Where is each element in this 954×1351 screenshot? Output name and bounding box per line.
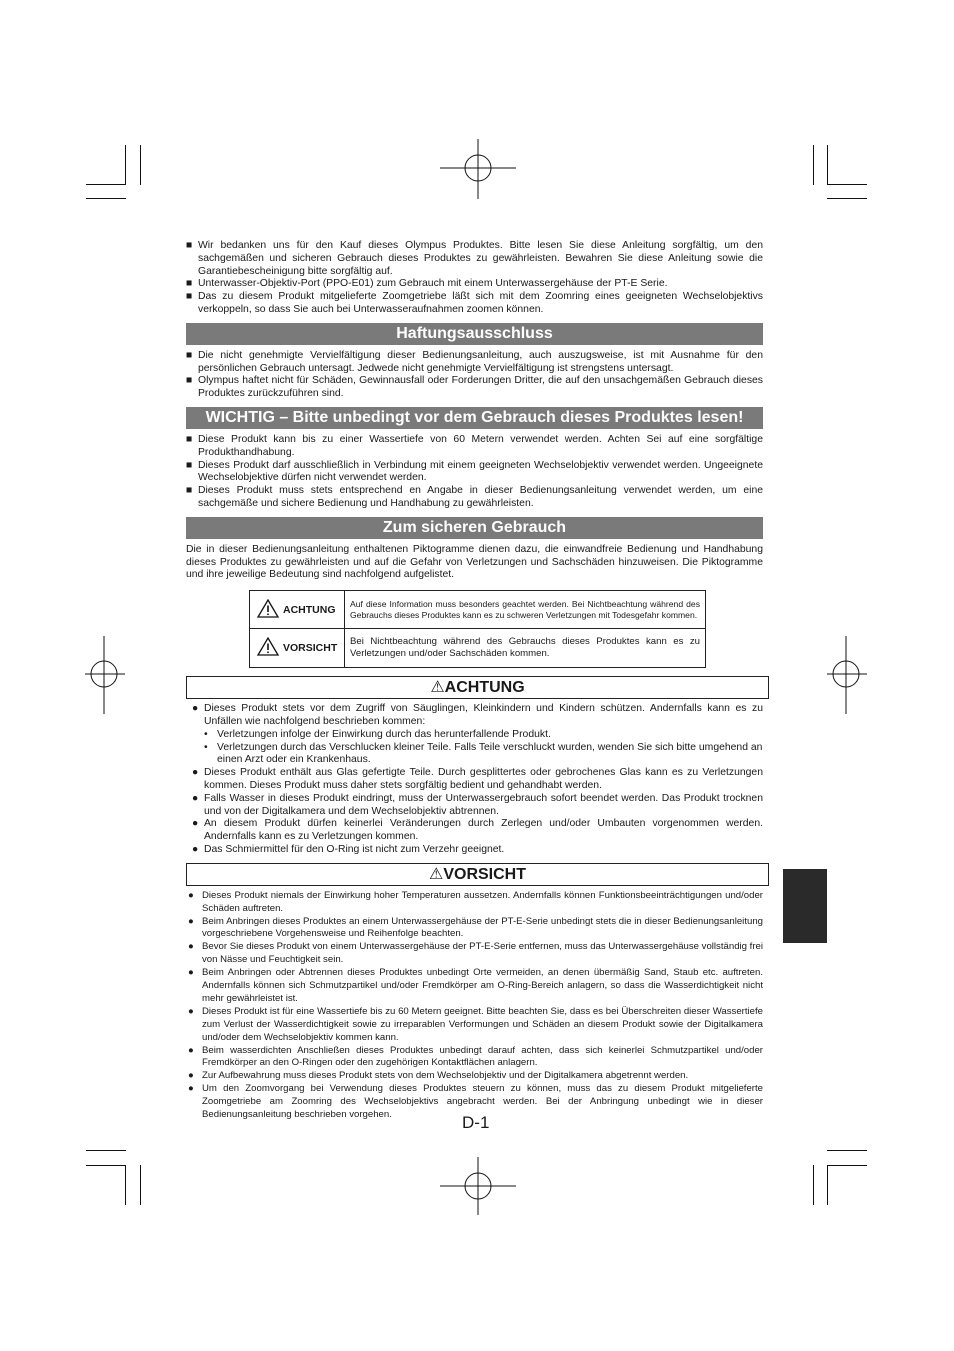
list-item-text: Wir bedanken uns für den Kauf dieses Olympus Produktes. Bitte lesen Sie diese Anleitung sorgfältig, um den sachgemäßen und sicheren Gebrauch dieses Produktes zu gewährleisten. Bewahren Sie diese Anleitung sowie die Garantiebescheinigung bitte sorgfältig auf. [198,240,763,277]
sub-list-item [186,742,763,768]
list-item [186,485,763,511]
pictogram-table [249,590,706,668]
list-item-text: Die nicht genehmigte Vervielfältigung dieser Bedienungsanleitung, auch auszugsweise, ist mit Ausnahme für den persönlichen Gebrauch untersagt. Jedwede nicht genehmigte Vervielfältigung ist strengstens untersagt. [198,349,763,374]
pictogram-description: Bei Nichtbeachtung während des Gebrauchs dieses Produktes kann es zu Verletzungen und/oder Sachschäden kommen. [345,629,706,668]
square-bullet-icon: ■ [186,459,193,471]
list-item-text: Dieses Produkt muss stets entsprechend en Angabe in dieser Bedienungsanleitung verwendet werden, um eine sachgemäße und sichere Bedienung und Handhabung zu gewährleisten. [198,485,763,509]
list-item-text: Dieses Produkt niemals der Einwirkung hoher Temperaturen aussetzen. Andernfalls können Funktionsbeeinträchtigungen und/oder Schäden auftreten. [202,889,763,914]
round-bullet-icon: ● [188,915,194,927]
pictogram-label-vorsicht [250,629,345,668]
list-item [186,941,763,967]
list-item-text: Verletzungen durch das Verschlucken kleiner Teile. Falls Teile verschluckt wurden, wenden Sie sich bitte umgehend an einen Arzt oder ein Krankenhaus. [217,741,763,766]
list-item [186,967,763,1006]
square-bullet-icon: ■ [186,278,193,290]
table-row [250,591,706,629]
square-bullet-icon: ■ [186,291,193,303]
square-bullet-icon: ■ [186,349,193,361]
list-item-text: Um den Zoomvorgang bei Verwendung dieses Produktes steuern zu können, muss das zu diesem Produkt mitgelieferte Zoomgetriebe am Zoomring des Wechselobjektivs angebracht werden. Bei der Anbringung unbedingt wie in dieser Bedienungsanleitung beschrieben vorgehen. [202,1083,763,1121]
intro-list [186,240,763,317]
round-bullet-icon: ● [192,767,199,779]
warning-triangle-icon [257,599,279,621]
achtung-list [186,703,763,857]
pictogram-label-text: VORSICHT [283,641,338,654]
warning-triangle-icon [257,637,279,659]
list-item [186,375,763,401]
list-item-text: Falls Wasser in dieses Produkt eindringt, muss der Unterwassergebrauch sofort beendet werden. Das Produkt trocknen und von der Digitalkamera und dem Wechselobjektiv abtrennen. [204,792,763,817]
table-row [250,629,706,668]
list-item-text: Olympus haftet nicht für Schäden, Gewinnausfall oder Forderungen Dritter, die auf den unsachgemäßen Gebrauch dieses Produktes zurückzuführen sind. [198,375,763,400]
sub-list-item [186,729,763,742]
pictogram-label-achtung [250,591,345,629]
list-item [186,350,763,376]
list-item-text: Verletzungen infolge der Einwirkung durch das herunterfallende Produkt. [217,728,551,740]
sub-bullet-icon: • [204,728,208,740]
pictogram-label-text: ACHTUNG [283,603,336,616]
round-bullet-icon: ● [192,792,199,804]
list-item-text: Bevor Sie dieses Produkt von einem Unterwassergehäuse der PT-E-Serie entfernen, muss das Unterwassergehäuse vollständig frei von Nässe und Feuchtigkeit sein. [202,941,763,966]
pictogram-description: Auf diese Information muss besonders geachtet werden. Bei Nichtbeachtung während des Gebrauchs dieses Produktes kann es zu schweren Verletzungen mit Todesgefahr kommen. [345,591,706,629]
square-bullet-icon: ■ [186,433,193,445]
section-heading-achtung: ⚠ACHTUNG [186,676,769,699]
list-item-text: Unterwasser-Objektiv-Port (PPO-E01) zum Gebrauch mit einem Unterwassergehäuse der PT-E Serie. [198,278,668,290]
list-item [186,1045,763,1071]
round-bullet-icon: ● [192,843,199,855]
registration-mark-icon [440,139,516,199]
page-number: D-1 [462,1113,490,1132]
registration-mark-icon [440,1157,516,1215]
round-bullet-icon: ● [188,1005,194,1017]
list-item [186,818,763,844]
square-bullet-icon: ■ [186,485,193,497]
registration-mark-icon [85,636,125,714]
list-item [186,278,763,291]
list-item [186,1070,763,1083]
round-bullet-icon: ● [188,941,194,953]
round-bullet-icon: ● [192,703,199,715]
list-item-text: Diese Produkt kann bis zu einer Wassertiefe von 60 Metern verwendet werden. Achten Sei auf eine sorgfältige Produkthandhabung. [198,433,763,458]
vorsicht-list [186,890,763,1122]
list-item-text: Dieses Produkt stets vor dem Zugriff von Säuglingen, Kleinkindern und Kindern schützen. Andernfalls kann es zu Unfällen wie nachfolgend beschrieben kommen: [204,703,763,727]
list-item [186,703,763,729]
list-item-text: Das zu diesem Produkt mitgelieferte Zoomgetriebe läßt sich mit dem Zoomring eines geeigneten Wechselobjektivs verkoppeln, so dass Sie auch bei Unterwasseraufnahmen zoomen können. [198,291,763,315]
sicher-intro: Die in dieser Bedienungsanleitung enthaltenen Piktogramme dienen dazu, die einwandfreie Bedienung und Handhabung dieses Produktes zu gewährleisten und auf die Gefahr von Verletzungen und Sachschäden hinzuweisen. Die Piktogramme und ihre jeweilige Bedeutung sind nachfolgend aufgelistet. [186,543,763,581]
list-item-text: Beim Anbringen dieses Produktes an einem Unterwassergehäuse der PT-E-Serie unbedingt stets die in dieser Bedienungsanleitung vorgeschriebene Vorgehensweise und Reihenfolge beachten. [202,915,763,940]
round-bullet-icon: ● [188,1070,194,1082]
list-item [186,890,763,916]
list-item [186,793,763,819]
list-item [186,1006,763,1045]
list-item-text: Das Schmiermittel für den O-Ring ist nicht zum Verzehr geeignet. [204,843,505,855]
list-item [186,291,763,317]
round-bullet-icon: ● [188,889,194,901]
list-item-text: Dieses Produkt darf ausschließlich in Verbindung mit einem geeigneten Wechselobjektiv verwendet werden. Ungeeignete Wechselobjektive dürfen nicht verwendet werden. [198,459,763,484]
square-bullet-icon: ■ [186,375,193,387]
list-item-text: Dieses Produkt enthält aus Glas gefertigte Teile. Durch gesplittertes oder gebrochenes Glas kann es zu Verletzungen kommen. Dieses Produkt muss daher stets sorgfältig bedient und gehandhabt werden. [204,767,763,791]
registration-mark-icon [827,636,867,714]
list-item [186,767,763,793]
list-item [186,240,763,278]
list-item [186,434,763,460]
list-item-text: Beim Anbringen oder Abtrennen dieses Produktes unbedingt Orte vermeiden, an denen übermäßig Sand, Staub etc. auftreten. Andernfalls können sich Schmutzpartikel und/oder Fremdkörper am O-Ring-Bereich anlagern, so dass die Wasserdichtigkeit nicht mehr gewährleistet ist. [202,967,763,1004]
section-heading-vorsicht: ⚠VORSICHT [186,863,769,886]
list-item [186,460,763,486]
round-bullet-icon: ● [188,967,194,979]
section-tab-marker [783,869,827,943]
round-bullet-icon: ● [188,1083,194,1095]
page-content [186,240,763,1122]
list-item-text: An diesem Produkt dürfen keinerlei Veränderungen durch Zerlegen und/oder Umbauten vorgenommen werden. Andernfalls kann es zu Verletzungen kommen. [204,818,763,843]
list-item [186,844,763,857]
list-item-text: Dieses Produkt ist für eine Wassertiefe bis zu 60 Metern geeignet. Bitte beachten Sie, dass es bei Überschreiten dieser Wassertiefe zum Verlust der Wasserdichtigkeit sowie zu irreparablen Verformungen und Schäden an diesem Produkt sowie der Digitalkamera und/oder dem Wechselobjektiv kommen kann. [202,1005,763,1043]
round-bullet-icon: ● [192,818,199,830]
list-item [186,916,763,942]
section-heading-wichtig: WICHTIG – Bitte unbedingt vor dem Gebrauch dieses Produktes lesen! [186,407,763,429]
section-heading-haftung: Haftungsausschluss [186,323,763,345]
list-item-text: Beim wasserdichten Anschließen dieses Produktes unbedingt darauf achten, dass sich keinerlei Schmutzpartikel und/oder Fremdkörper an den O-Ringen oder den zugehörigen Kontaktflächen anlagern. [202,1044,763,1069]
wichtig-list [186,434,763,511]
haftung-list [186,350,763,401]
sub-bullet-icon: • [204,741,208,753]
section-heading-sicher: Zum sicheren Gebrauch [186,517,763,539]
square-bullet-icon: ■ [186,240,193,251]
list-item-text: Zur Aufbewahrung muss dieses Produkt stets von dem Wechselobjektiv und der Digitalkamera abgetrennt werden. [202,1070,689,1082]
round-bullet-icon: ● [188,1044,194,1056]
